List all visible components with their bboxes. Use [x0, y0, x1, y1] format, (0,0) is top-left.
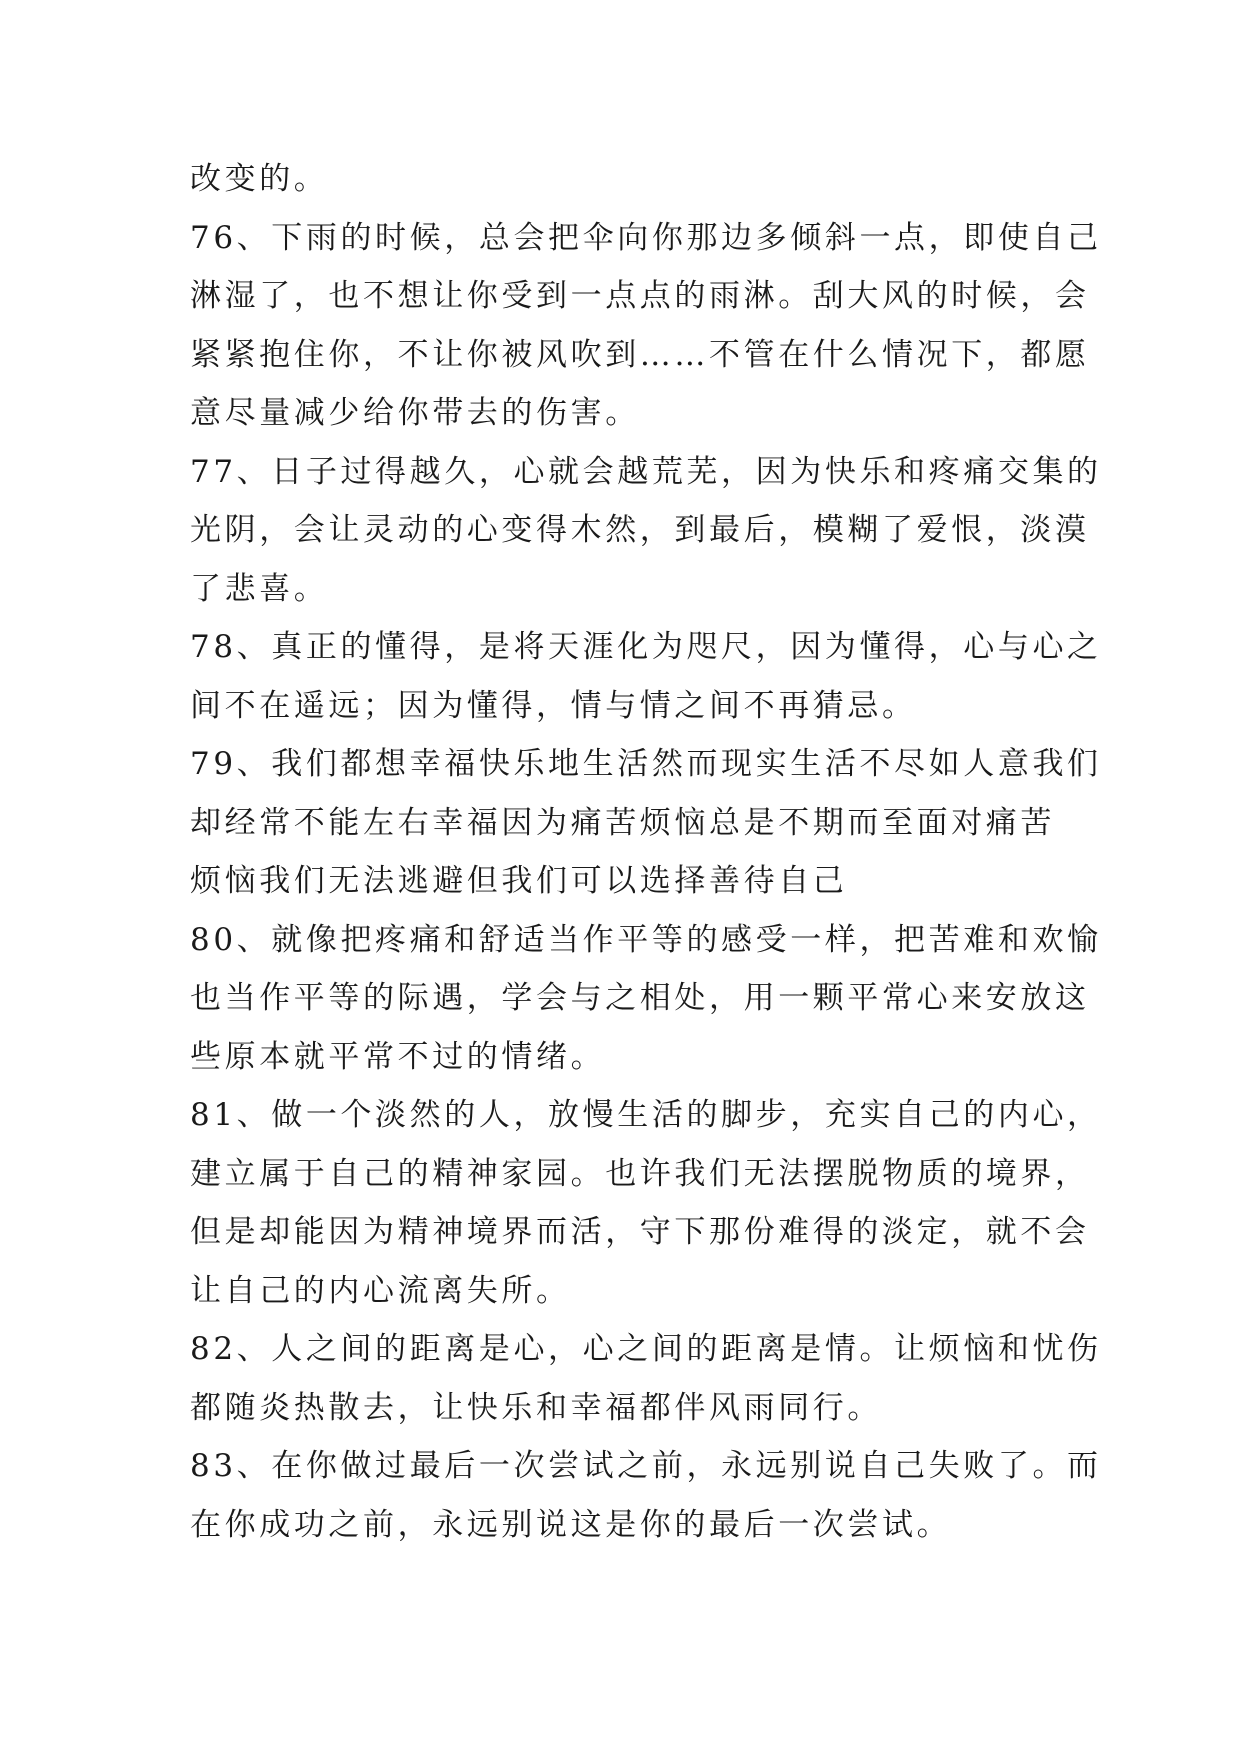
- text-line: 烦恼我们无法逃避但我们可以选择善待自己: [190, 863, 848, 899]
- body-text: [190, 150, 1102, 1554]
- text-line: 79、我们都想幸福快乐地生活然而现实生活不尽如人意我们: [190, 746, 1102, 782]
- text-line: 80、就像把疼痛和舒适当作平等的感受一样，把苦难和欢愉: [190, 921, 1102, 958]
- text-line: 了悲喜。: [190, 570, 329, 607]
- text-line: 也当作平等的际遇，学会与之相处，用一颗平常心来安放这: [190, 980, 1090, 1016]
- text-line: 些原本就平常不过的情绪。: [190, 1038, 606, 1075]
- text-line: 82、人之间的距离是心，心之间的距离是情。让烦恼和忧伤: [190, 1331, 1102, 1367]
- text-line: 都随炎热散去，让快乐和幸福都伴风雨同行。: [190, 1389, 882, 1426]
- text-line: 光阴，会让灵动的心变得木然，到最后，模糊了爱恨，淡漠: [190, 512, 1090, 548]
- text-line: 但是却能因为精神境界而活，守下那份难得的淡定，就不会: [190, 1214, 1090, 1250]
- text-line: 紧紧抱住你，不让你被风吹到……不管在什么情况下，都愿: [190, 336, 1090, 373]
- text-line: 在你成功之前，永远别说这是你的最后一次尝试。: [190, 1506, 952, 1543]
- text-line: 却经常不能左右幸福因为痛苦烦恼总是不期而至面对痛苦: [190, 804, 1055, 841]
- text-line: 淋湿了，也不想让你受到一点点的雨淋。刮大风的时候，会: [190, 278, 1090, 314]
- text-line: 改变的。: [190, 161, 329, 197]
- text-line: 78、真正的懂得，是将天涯化为咫尺，因为懂得，心与心之: [190, 629, 1102, 665]
- text-line: 间不在遥远；因为懂得，情与情之间不再猜忌。: [190, 687, 917, 724]
- text-line: 意尽量减少给你带去的伤害。: [190, 395, 640, 431]
- text-line: 让自己的内心流离失所。: [190, 1272, 571, 1309]
- text-line: 76、下雨的时候，总会把伞向你那边多倾斜一点，即使自己: [190, 219, 1102, 256]
- text-line: 81、做一个淡然的人，放慢生活的脚步，充实自己的内心，: [190, 1097, 1102, 1133]
- text-line: 77、日子过得越久，心就会越荒芜，因为快乐和疼痛交集的: [190, 453, 1102, 490]
- text-line: 83、在你做过最后一次尝试之前，永远别说自己失败了。而: [190, 1448, 1102, 1484]
- text-line: 建立属于自己的精神家园。也许我们无法摆脱物质的境界，: [190, 1155, 1090, 1192]
